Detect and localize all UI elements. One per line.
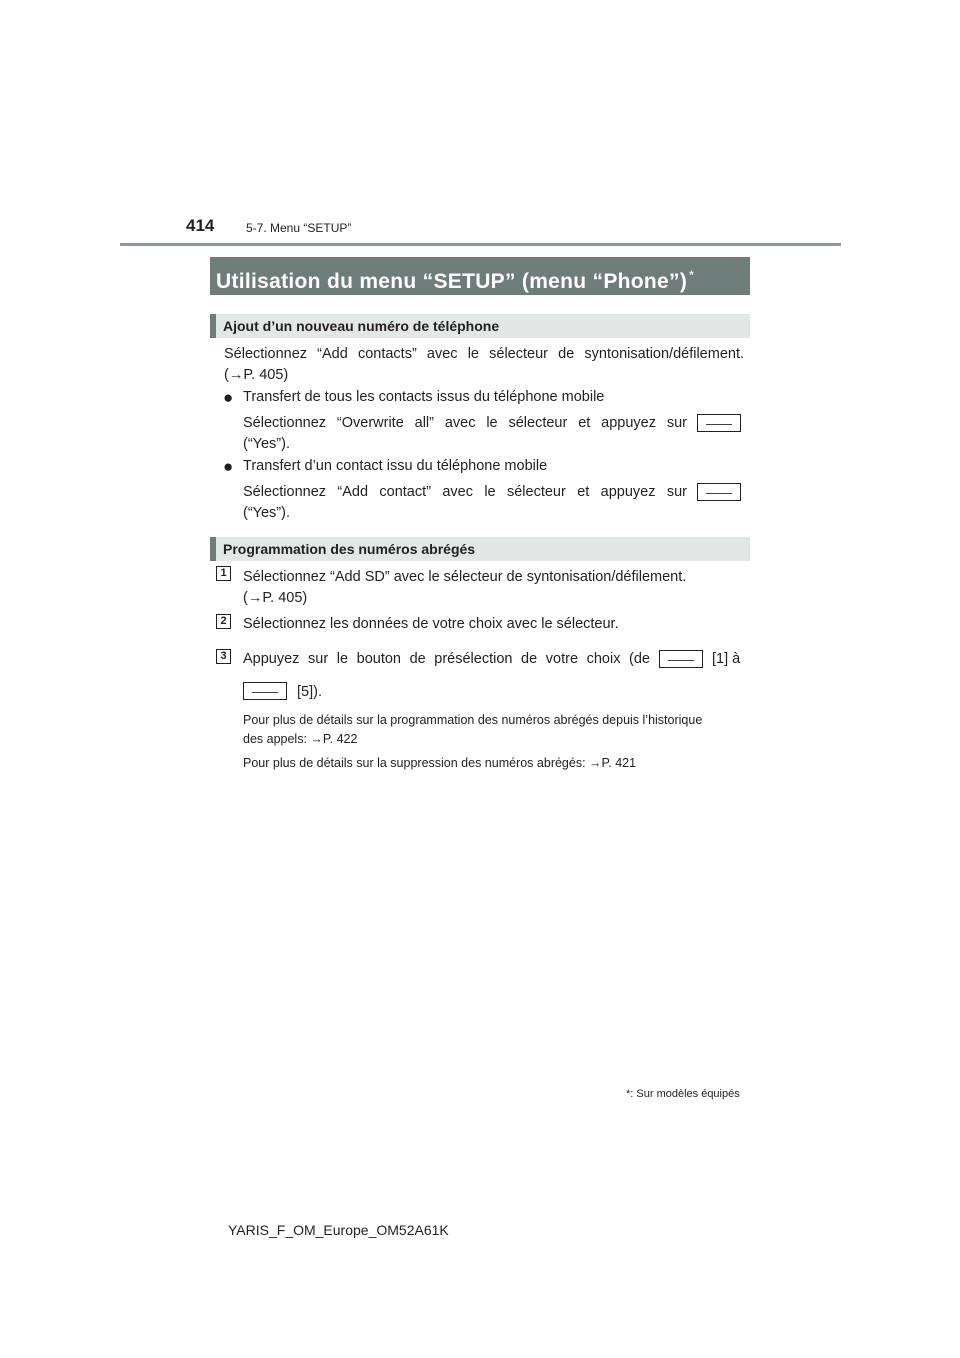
asterisk-marker: * — [626, 1088, 631, 1100]
intro-text-line1: Sélectionnez “Add contacts” avec le sélecteur de syntonisation/défilement. — [224, 346, 744, 362]
step-number: 1 — [216, 566, 231, 581]
header-divider — [120, 243, 841, 246]
button-icon: —— — [697, 483, 741, 501]
bullet2-line1: Sélectionnez “Add contact” avec le sélecteur et appuyez sur — [243, 484, 687, 500]
intro-text-line2: (→P. 405) — [224, 367, 289, 383]
bullet1-line2: (“Yes”). — [243, 436, 290, 452]
subheading-add-number: Ajout d’un nouveau numéro de téléphone — [210, 314, 750, 338]
footnote-text: : Sur modèles équipés — [630, 1088, 740, 1100]
button-icon: —— — [697, 414, 741, 432]
section-reference: 5-7. Menu “SETUP” — [246, 221, 352, 235]
button-icon: —— — [243, 682, 287, 700]
step3-mid: [1] à — [712, 651, 741, 667]
document-code: YARIS_F_OM_Europe_OM52A61K — [228, 1222, 449, 1238]
bullet-icon: ● — [223, 457, 234, 476]
bullet1-title: Transfert de tous les contacts issus du téléphone mobile — [243, 389, 605, 405]
step3-end: [5]). — [297, 684, 322, 700]
note1-line1: Pour plus de détails sur la programmation des numéros abrégés depuis l’historique — [243, 713, 703, 727]
bullet-icon: ● — [223, 388, 234, 407]
bullet1-line1: Sélectionnez “Overwrite all” avec le sélecteur et appuyez sur — [243, 415, 687, 431]
section-title: Utilisation du menu “SETUP” (menu “Phone”) — [216, 270, 688, 293]
section-title-bar — [210, 257, 750, 295]
note2: Pour plus de détails sur la suppression des numéros abrégés: →P. 421 — [243, 756, 637, 770]
step1-line1: Sélectionnez “Add SD” avec le sélecteur de syntonisation/défilement. — [243, 569, 687, 585]
asterisk-marker: * — [689, 268, 695, 282]
note1-line2: des appels: →P. 422 — [243, 732, 358, 746]
page-number: 414 — [186, 216, 215, 235]
subheading-speed-dial: Programmation des numéros abrégés — [210, 537, 750, 561]
button-icon: —— — [659, 650, 703, 668]
step3-line1: Appuyez sur le bouton de présélection de votre choix (de — [243, 651, 650, 667]
step-number: 3 — [216, 649, 231, 664]
bullet2-line2: (“Yes”). — [243, 505, 290, 521]
step2-text: Sélectionnez les données de votre choix avec le sélecteur. — [243, 616, 619, 632]
footnote — [626, 1088, 740, 1100]
step-number: 2 — [216, 614, 231, 629]
bullet2-title: Transfert d’un contact issu du téléphone mobile — [243, 458, 548, 474]
step1-line2: (→P. 405) — [243, 590, 308, 606]
